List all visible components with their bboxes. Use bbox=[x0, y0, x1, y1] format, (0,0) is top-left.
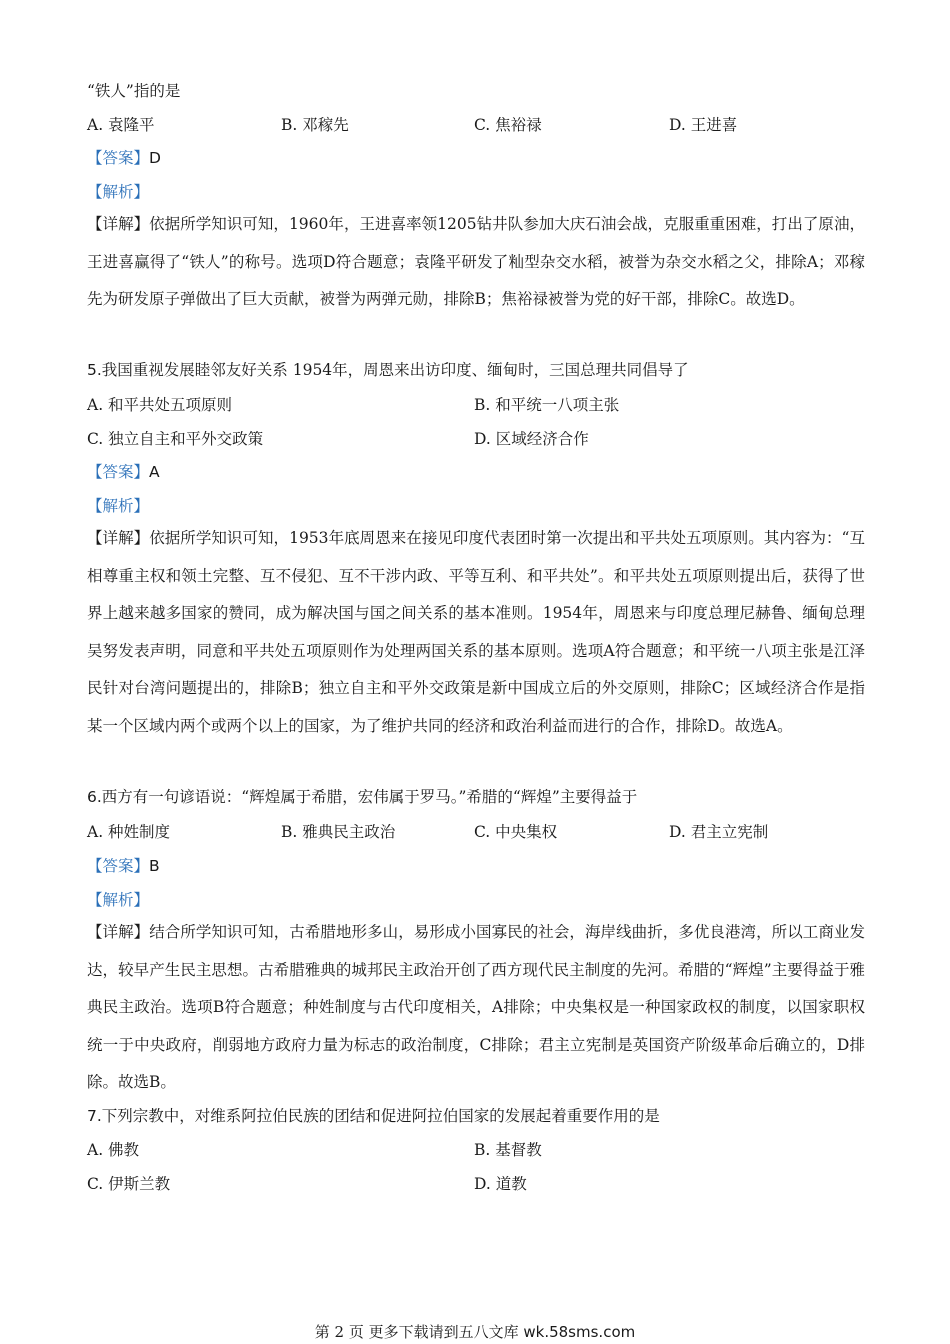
option-d: D. 君主立宪制 bbox=[669, 823, 769, 841]
analysis-label: 【解析】 bbox=[87, 891, 150, 909]
option-a: A. 和平共处五项原则 bbox=[87, 396, 233, 414]
answer-line bbox=[87, 461, 160, 483]
option-c: C. 独立自主和平外交政策 bbox=[87, 430, 264, 448]
question-number: 5. bbox=[87, 361, 102, 379]
option-c: C. 中央集权 bbox=[474, 823, 558, 841]
question-6-stem bbox=[87, 786, 637, 808]
detail-label: 【详解】 bbox=[87, 529, 150, 547]
answer-value: D bbox=[149, 149, 161, 167]
answer-value: A bbox=[149, 463, 160, 481]
detail-text: 结合所学知识可知，古希腊地形多山，易形成小国寡民的社会，海岸线曲折，多优良港湾，所以工商业发达，较早产生民主思想。古希腊雅典的城邦民主政治开创了西方现代民主制度的先河。希腊的“辉煌”主要得益于雅典民主政治。选项B符合题意；种姓制度与古代印度相关，A排除；中央集权是一种国家政权的制度，以国家职权统一于中央政府，削弱地方政府力量为标志的政治制度，C排除；君主立宪制是英国资产阶级革命后确立的，D排除。故选B。 bbox=[87, 923, 865, 1092]
option-b: B. 邓稼先 bbox=[281, 116, 349, 134]
option-d: D. 道教 bbox=[474, 1175, 527, 1193]
answer-line bbox=[87, 147, 161, 169]
question-text: 我国重视发展睦邻友好关系 1954年，周恩来出访印度、缅甸时，三国总理共同倡导了 bbox=[101, 361, 689, 379]
page-footer bbox=[0, 1322, 950, 1342]
detail-label: 【详解】 bbox=[87, 923, 150, 941]
option-a: A. 佛教 bbox=[87, 1141, 140, 1159]
option-a: A. 种姓制度 bbox=[87, 823, 171, 841]
option-b: B. 基督教 bbox=[474, 1141, 542, 1159]
answer-label: 【答案】 bbox=[87, 857, 150, 875]
question-text: 下列宗教中，对维系阿拉伯民族的团结和促进阿拉伯国家的发展起着重要作用的是 bbox=[101, 1107, 660, 1125]
detail-label: 【详解】 bbox=[87, 215, 150, 233]
question-number: 7. bbox=[87, 1107, 102, 1125]
detail-paragraph bbox=[87, 206, 865, 319]
answer-label: 【答案】 bbox=[87, 463, 150, 481]
option-b: B. 和平统一八项主张 bbox=[474, 396, 620, 414]
question-text: 西方有一句谚语说：“辉煌属于希腊，宏伟属于罗马。”希腊的“辉煌”主要得益于 bbox=[101, 788, 638, 806]
footer-site-link[interactable]: wk.58sms.com bbox=[523, 1323, 636, 1341]
question-7-stem bbox=[87, 1105, 660, 1127]
detail-text: 依据所学知识可知，1960年，王进喜率领1205钻井队参加大庆石油会战，克服重重困难，打出了原油，王进喜赢得了“铁人”的称号。选项D符合题意；袁隆平研发了籼型杂交水稻，被誉为杂交水稻之父，排除A；邓稼先为研发原子弹做出了巨大贡献，被誉为两弹元勋，排除B；焦裕禄被誉为党的好干部，排除C。故选D。 bbox=[87, 215, 865, 309]
question-stem: “铁人”指的是 bbox=[87, 82, 181, 100]
answer-line bbox=[87, 855, 160, 877]
analysis-label: 【解析】 bbox=[87, 183, 150, 201]
analysis-label: 【解析】 bbox=[87, 497, 150, 515]
answer-value: B bbox=[149, 857, 160, 875]
question-number: 6. bbox=[87, 788, 102, 806]
option-c: C. 焦裕禄 bbox=[474, 116, 542, 134]
detail-paragraph bbox=[87, 914, 865, 1102]
footer-page-text: 第 2 页 更多下载请到五八文库 bbox=[314, 1323, 524, 1341]
option-d: D. 王进喜 bbox=[669, 116, 738, 134]
detail-text: 依据所学知识可知，1953年底周恩来在接见印度代表团时第一次提出和平共处五项原则。其内容为：“互相尊重主权和领土完整、互不侵犯、互不干涉内政、平等互利、和平共处”。和平共处五项原则提出后，获得了世界上越来越多国家的赞同，成为解决国与国之间关系的基本准则。1954年，周恩来与印度总理尼赫鲁、缅甸总理吴努发表声明，同意和平共处五项原则作为处理两国关系的基本原则。选项A符合题意；和平统一八项主张是江泽民针对台湾问题提出的，排除B；独立自主和平外交政策是新中国成立后的外交原则，排除C；区域经济合作是指某一个区域内两个或两个以上的国家，为了维护共同的经济和政治利益而进行的合作，排除D。故选A。 bbox=[87, 529, 865, 735]
answer-label: 【答案】 bbox=[87, 149, 150, 167]
option-c: C. 伊斯兰教 bbox=[87, 1175, 171, 1193]
detail-paragraph bbox=[87, 520, 865, 746]
option-d: D. 区域经济合作 bbox=[474, 430, 589, 448]
option-b: B. 雅典民主政治 bbox=[281, 823, 396, 841]
question-5-stem bbox=[87, 359, 689, 381]
option-a: A. 袁隆平 bbox=[87, 116, 155, 134]
